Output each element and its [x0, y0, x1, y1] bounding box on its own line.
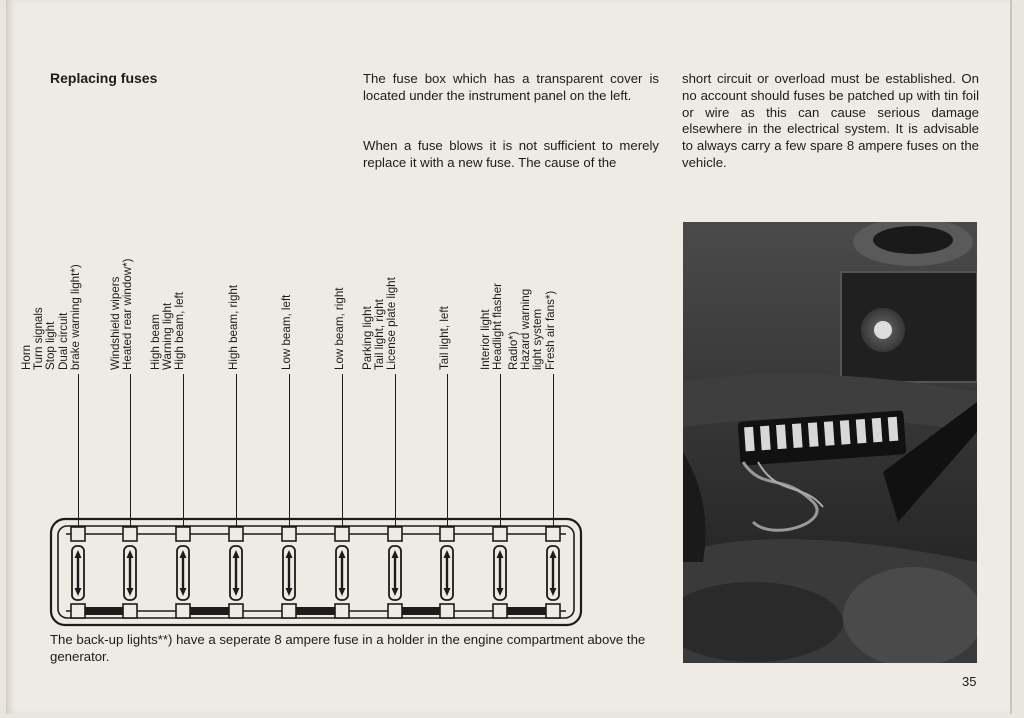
fuse-label-9: [480, 283, 504, 370]
backup-lights-caption: The back-up lights**) have a seperate 8 ampere fuse in a holder in the engine compartment above the generator.: [50, 632, 646, 664]
intro-paragraph-2: When a fuse blows it is not sufficient to merely replace it with a new fuse. The cause of the: [363, 138, 659, 170]
fuse-label-line: Tail light, left: [437, 306, 451, 370]
fuse-label-10: [508, 289, 557, 370]
fuse-2: [123, 527, 137, 618]
fuse-label-line: Fresh air fans*): [543, 290, 557, 370]
intro-paragraph-3: short circuit or overload must be established. On no account should fuses be patched up with tin foil or wire as this can cause serious damage elsewhere in the electrical system. It is advisable to always carry a few spare 8 ampere fuses on the vehicle.: [682, 71, 979, 170]
fuse-label-3: [150, 292, 187, 370]
leader-line: [183, 374, 184, 528]
fuse-label-line: Hazard warning: [519, 288, 533, 370]
leader-line: [78, 374, 79, 528]
fuse-5: [282, 527, 296, 618]
leader-line: [395, 374, 396, 528]
fuse-6: [335, 527, 349, 618]
fuse-label-line: Low beam, right: [332, 287, 346, 370]
fuse-label-line: light system: [531, 308, 545, 370]
fuse-label-6: [334, 288, 346, 371]
fuse-label-line: Windshield wipers: [108, 276, 122, 370]
bridge-bar: [85, 607, 123, 615]
bridge-bar: [190, 607, 229, 615]
fuse-10: [546, 527, 560, 618]
page-number: 35: [962, 674, 977, 689]
fuse-label-line: License plate light: [385, 277, 399, 370]
fuse-label-line: Parking light: [361, 306, 375, 370]
fuse-9: [493, 527, 507, 618]
fuse-label-line: High beam: [149, 313, 163, 370]
leader-line: [289, 374, 290, 528]
fuse-label-line: Heated rear window*): [120, 258, 134, 370]
bridge-bar: [296, 607, 335, 615]
fuse-label-line: High beam, left: [173, 292, 187, 370]
fuse-label-line: Stop light: [44, 321, 58, 370]
fuse-box-diagram: [46, 516, 586, 628]
fuse-4: [229, 527, 243, 618]
fuse-label-5: [281, 295, 293, 370]
fuse-box-photo: [683, 222, 977, 663]
fuse-label-1: [21, 264, 82, 370]
section-heading: Replacing fuses: [50, 70, 158, 86]
leader-line: [342, 374, 343, 528]
intro-paragraph-1: The fuse box which has a transparent cover is located under the instrument panel on the left.: [363, 71, 659, 103]
fuse-8: [440, 527, 454, 618]
fuse-3: [176, 527, 190, 618]
fuse-label-line: Warning light: [161, 302, 175, 370]
fuse-label-line: Low beam, left: [279, 294, 293, 370]
manual-page: [6, 0, 1012, 714]
fuse-label-4: [228, 285, 240, 370]
fuse-label-line: Dual circuit: [56, 312, 70, 370]
fuse-label-line: Turn signals: [32, 307, 46, 370]
fuse-label-line: Radio*): [507, 331, 521, 370]
leader-line: [553, 374, 554, 528]
fuse-label-2: [110, 259, 134, 370]
fuse-label-7: [362, 277, 399, 370]
fuse-7: [388, 527, 402, 618]
fuse-1: [71, 527, 85, 618]
leader-line: [500, 374, 501, 528]
fuse-label-line: Headlight flasher: [490, 282, 504, 370]
leader-line: [130, 374, 131, 528]
fuse-label-line: Tail light, right: [373, 299, 387, 370]
fuse-label-line: brake warning light*): [68, 264, 82, 370]
fuse-label-8: [439, 306, 451, 370]
fuse-label-line: Interior light: [478, 309, 492, 370]
fuse-label-line: High beam, right: [226, 284, 240, 370]
leader-line: [447, 374, 448, 528]
fuse-label-line: Horn: [20, 344, 33, 370]
leader-line: [236, 374, 237, 528]
bridge-bar: [402, 607, 440, 615]
bridge-bar: [507, 607, 546, 615]
